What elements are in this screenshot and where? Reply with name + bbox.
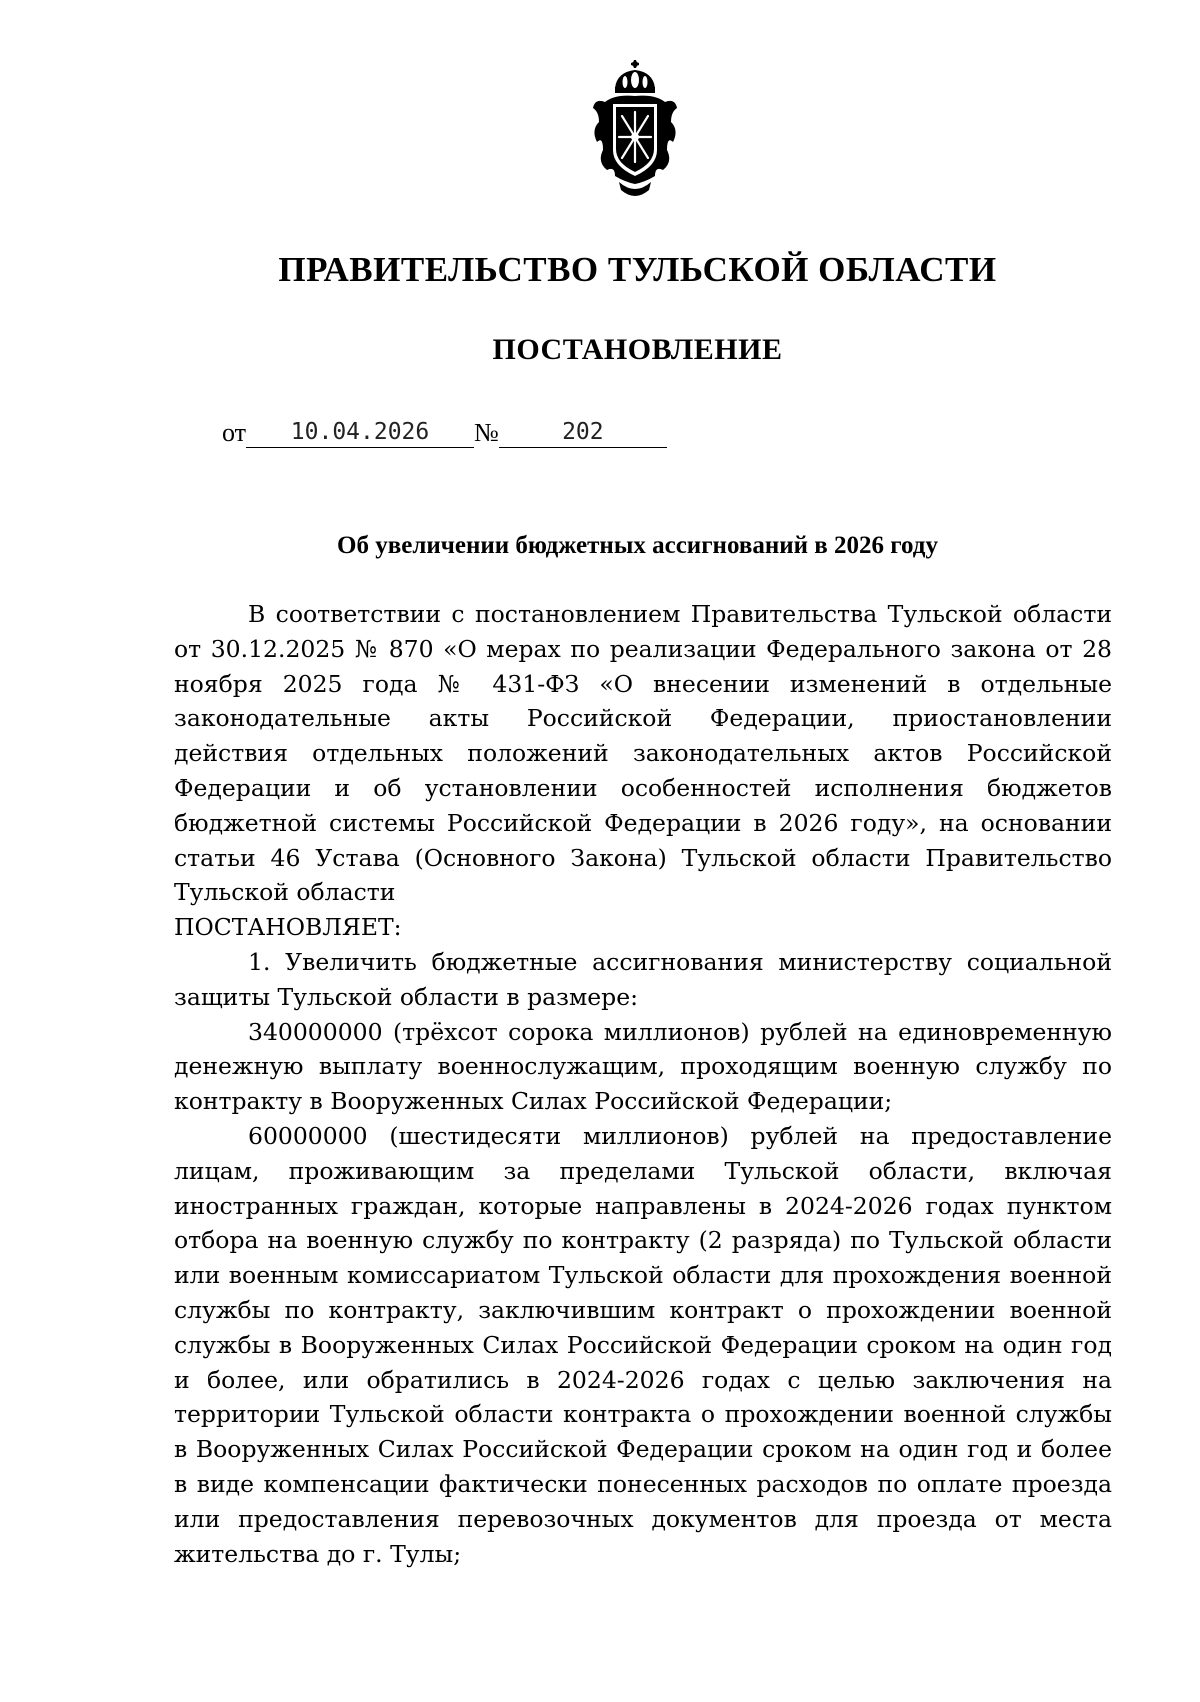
number-field: 202 [499,417,667,448]
date-label: от [222,418,247,447]
document-type-heading: ПОСТАНОВЛЕНИЕ [492,333,783,366]
resolves-paragraph: ПОСТАНОВЛЯЕТ: [174,913,402,942]
organization-title: ПРАВИТЕЛЬСТВО ТУЛЬСКОЙ ОБЛАСТИ [278,250,997,289]
item-1-b-paragraph: 60000000 (шестидесяти миллионов) рублей на предоставление лицам, проживающим за пределами Тульской области, включая иностранных граждан, которые направлены в 2024-2026 годах пунктом отбора на военную службу по контракту (2 разряда) по Тульской области или военным комиссариатом Тульской области для прохождения военной службы по контракту, заключившим контракт о прохождении военной службы в Вооруженных Силах Российской Федерации сроком на один год и более, или обратились в 2024-2026 годах с целью заключения на территории Тульской области контракта о прохождении военной службы в Вооруженных Силах Российской Федерации сроком на один год и более в виде компенсации фактически понесенных расходов по оплате проезда или предоставления перевозочных документов для проезда от места жительства до г. Тулы; [174,1121,1112,1568]
tula-coat-of-arms-icon [585,58,685,208]
date-field: 10.04.2026 [246,417,474,448]
item-1-paragraph: 1. Увеличить бюджетные ассигнования министерству социальной защиты Тульской области в размере: [174,947,1112,1011]
document-body [174,597,1112,1571]
item-1-a-paragraph: 340000000 (трёхсот сорока миллионов) рублей на единовременную денежную выплату военнослужащим, проходящим военную службу по контракту в Вооруженных Силах Российской Федерации; [174,1017,1112,1116]
registration-line [222,417,667,453]
number-label: № [474,418,499,447]
document-subject: Об увеличении бюджетных ассигнований в 2026 году [337,532,938,559]
preamble-paragraph: В соответствии с постановлением Правительства Тульской области от 30.12.2025 № 870 «О мерах по реализации Федерального закона от 28 ноября 2025 года № 431-ФЗ «О внесении изменений в отдельные законодательные акты Российской Федерации, приостановлении действия отдельных положений законодательных актов Российской Федерации и об установлении особенностей исполнения бюджетов бюджетной системы Российской Федерации в 2026 году», на основании статьи 46 Устава (Основного Закона) Тульской области Правительство Тульской области [174,600,1112,907]
